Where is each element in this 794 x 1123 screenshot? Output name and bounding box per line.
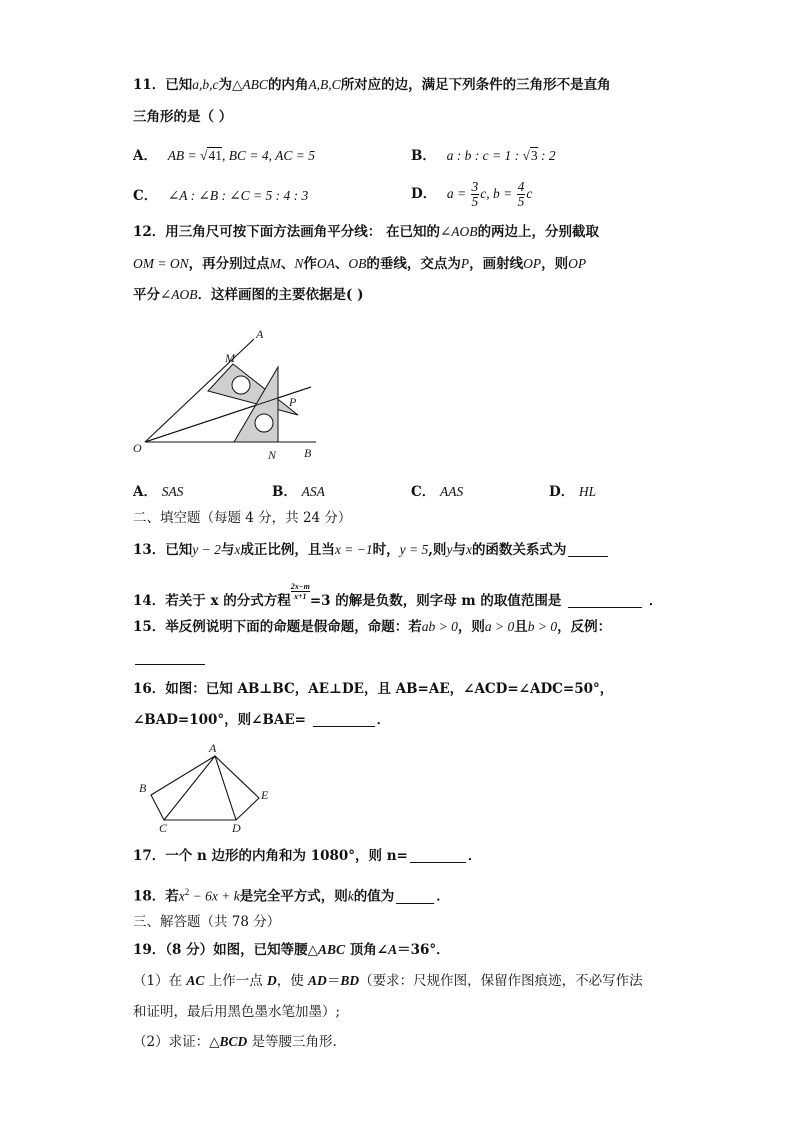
math: ∠AOB (160, 287, 198, 302)
q13-number: 13． (133, 542, 166, 558)
numerator: 2x−m (290, 582, 310, 591)
text: 成正比例，且当 (240, 542, 335, 558)
option-text: HL (578, 484, 597, 499)
denominator: 5 (517, 194, 525, 209)
option-text: AAS (439, 484, 464, 499)
q11-option-a: A． AB = √41, BC = 4, AC = 5 (133, 148, 315, 164)
q11-option-d (411, 177, 532, 211)
text: 的内角 (267, 77, 309, 93)
q15-answer-line (133, 648, 207, 668)
math: OA (316, 256, 335, 271)
text: （2）求证：△ (133, 1034, 220, 1050)
math: y − 2 (192, 542, 221, 557)
text: （8 分）如图，已知等腰△ (165, 942, 319, 958)
q11-line1 (133, 75, 611, 95)
q17 (133, 846, 481, 866)
math: AD (308, 973, 327, 988)
text: 作 (303, 256, 317, 272)
math: x (234, 542, 241, 557)
text: 、 (280, 256, 295, 272)
text: 的函数关系式为 (471, 542, 567, 558)
math: a = (446, 186, 470, 201)
text: （1）在 (133, 973, 187, 989)
text: 平分 (133, 287, 160, 303)
math-triangle: △ABC (232, 77, 268, 92)
q11-number: 11． (133, 77, 166, 93)
fraction (471, 180, 480, 209)
math: b > 0 (527, 619, 558, 634)
math: c (526, 186, 533, 201)
q14 (133, 582, 662, 611)
answer-blank[interactable] (568, 593, 642, 608)
q19-line1 (133, 940, 450, 960)
math: ∠A : ∠B : ∠C = 5 : 4 : 3 (167, 188, 309, 203)
answer-blank[interactable] (313, 712, 375, 727)
q16-line2 (133, 710, 390, 730)
option-label: C． (133, 188, 158, 204)
q19-part1 (133, 971, 643, 991)
math: M (269, 256, 281, 271)
text: 若 (165, 888, 179, 905)
sqrt-value: 3 (530, 148, 538, 163)
text: ． (467, 848, 482, 864)
math: a : b : c = 1 : (446, 148, 523, 163)
math: P (460, 256, 470, 271)
q19-number: 19． (133, 942, 166, 958)
answer-blank[interactable] (410, 848, 466, 863)
option-label: C． (411, 484, 436, 500)
q11-line2: 三角形的是（ ） (133, 109, 233, 125)
math: x (465, 542, 472, 557)
q19-part1-line2: 和证明，最后用黑色墨水笔加墨）; (133, 1004, 341, 1020)
label-a: A (256, 327, 264, 341)
math: AB = (167, 148, 201, 163)
text: ＝ (326, 973, 341, 989)
math: x = −1 (334, 542, 373, 557)
text: ，使 (276, 973, 309, 989)
answer-blank[interactable] (396, 889, 434, 904)
fraction (291, 582, 310, 601)
option-label: D． (411, 186, 437, 202)
math: OP (523, 256, 542, 271)
math: D (267, 973, 277, 988)
math: OM = ON (133, 256, 189, 271)
text: 的垂线，交点为 (366, 256, 461, 272)
q16-number: 16． (133, 681, 166, 697)
text: =3 的解是负数，则字母 m 的取值范围是 (309, 593, 562, 609)
label-e: E (261, 788, 269, 802)
section-fill-in: 二、填空题（每题 4 分，共 24 分） (133, 510, 352, 526)
text: 与 (452, 542, 466, 558)
angle-bisector-figure (128, 322, 328, 462)
label-p: P (289, 395, 297, 409)
q12-number: 12． (133, 224, 166, 240)
label-c: C (159, 821, 168, 835)
q16-line1 (133, 679, 613, 699)
option-label: B． (272, 484, 297, 500)
text: 已知 (165, 542, 193, 558)
math: OB (348, 256, 367, 271)
numerator: 3 (471, 179, 479, 194)
text: ． (648, 593, 663, 609)
label-o: O (133, 441, 142, 455)
text: 是完全平方式，则 (239, 888, 348, 905)
option-label: D． (549, 484, 575, 500)
option-label: A． (133, 148, 157, 164)
option-text: ASA (301, 484, 325, 499)
text: 用三角尺可按下面方法画角平分线： 在已知的 (165, 224, 440, 240)
q14-number: 14． (133, 593, 166, 609)
fraction (517, 180, 526, 209)
text: ，画射线 (469, 256, 524, 272)
math: y = 5 (399, 542, 429, 557)
q18-number: 18． (133, 888, 166, 905)
q12-option-b (272, 482, 325, 502)
math: k (347, 888, 354, 904)
section-solutions: 三、解答题（共 78 分） (133, 914, 281, 930)
text: 与 (220, 542, 235, 558)
pentagon-figure (133, 740, 278, 835)
label-d: D (232, 821, 241, 835)
text: 一个 n 边形的内角和为 1080°，则 n= (165, 848, 408, 864)
pentagon-outline (151, 756, 259, 820)
label-b: B (304, 446, 312, 460)
sqrt-value: 41 (208, 148, 222, 163)
math: BD (340, 973, 360, 988)
text: （要求：尺规作图，保留作图痕迹，不必写作法 (359, 973, 643, 989)
numerator: 4 (517, 179, 525, 194)
math-angles: A,B,C (308, 77, 341, 92)
option-text: SAS (161, 484, 184, 499)
text: 的值为 (353, 888, 395, 905)
math: A (388, 942, 398, 957)
text: ． (436, 888, 450, 905)
text: ，则 (541, 256, 569, 272)
q12-line2 (133, 254, 586, 274)
text: 且 (514, 619, 528, 635)
q12-option-c (411, 482, 463, 502)
text: ． (376, 712, 391, 728)
math: ab > 0 (421, 619, 458, 634)
math: y (446, 542, 453, 557)
math: a > 0 (484, 619, 515, 634)
math: AC (186, 973, 205, 988)
text: ，再分别过点 (188, 256, 270, 272)
text: ，则 (457, 619, 485, 635)
set-square-upper (208, 364, 298, 415)
set-square-hole-upper (232, 376, 250, 394)
q18 (133, 882, 450, 907)
q11-option-c (133, 186, 308, 206)
text: ,则 (428, 542, 447, 558)
math: , BC = 4, AC = 5 (221, 148, 315, 163)
q12-line3 (133, 285, 364, 305)
text: 举反例说明下面的命题是假命题，命题：若 (165, 619, 422, 635)
option-label: A． (133, 484, 157, 500)
text: ，反例： (557, 619, 612, 635)
math: c, b = (480, 186, 516, 201)
math: BCD (219, 1034, 248, 1049)
q19-part2 (133, 1032, 337, 1052)
q15 (133, 617, 611, 637)
denominator: x+1 (294, 592, 307, 601)
text: 为 (218, 77, 233, 93)
q13 (133, 540, 610, 560)
math: OP (568, 256, 587, 271)
label-b: B (139, 781, 147, 795)
exponent: 2 (184, 887, 190, 897)
text: 是等腰三角形. (247, 1034, 337, 1050)
math: : 2 (537, 148, 556, 163)
q11-option-b: B． a : b : c = 1 : √3 : 2 (411, 148, 556, 164)
q17-number: 17． (133, 848, 166, 864)
q12-option-a (133, 482, 183, 502)
math: ∠AOB (440, 224, 478, 239)
text: 上作一点 (204, 973, 267, 989)
math: ABC (318, 942, 346, 957)
text: 的两边上，分别截取 (477, 224, 600, 240)
text: 、 (334, 256, 349, 272)
text: ∠BAD=100°，则∠BAE= (133, 712, 306, 728)
q12-line1 (133, 222, 599, 242)
text: 若关于 x 的分式方程 (165, 593, 291, 609)
answer-blank[interactable] (135, 650, 205, 665)
text: 时， (372, 542, 400, 558)
option-label: B． (411, 148, 436, 164)
label-a: A (209, 741, 217, 755)
text: ＝36°． (397, 942, 450, 958)
math: N (294, 256, 304, 271)
text: ．这样画图的主要依据是( ) (197, 287, 364, 303)
segment-ac (164, 756, 215, 820)
denominator: 5 (471, 194, 479, 209)
set-square-hole-lower (255, 414, 273, 432)
label-m: M (225, 351, 235, 365)
answer-blank[interactable] (568, 542, 608, 557)
math: x (178, 888, 185, 904)
text: 如图：已知 AB⊥BC，AE⊥DE，且 AB=AE，∠ACD=∠ADC=50°， (165, 681, 614, 697)
label-n: N (268, 448, 277, 462)
text: 顶角∠ (345, 942, 389, 958)
q15-number: 15． (133, 619, 166, 635)
text: 所对应的边，满足下列条件的三角形不是直角 (340, 77, 611, 93)
math-abc: a,b,c (192, 77, 219, 92)
math: − 6x + k (189, 888, 240, 904)
text: 已知 (165, 77, 193, 93)
q12-option-d (549, 482, 596, 502)
